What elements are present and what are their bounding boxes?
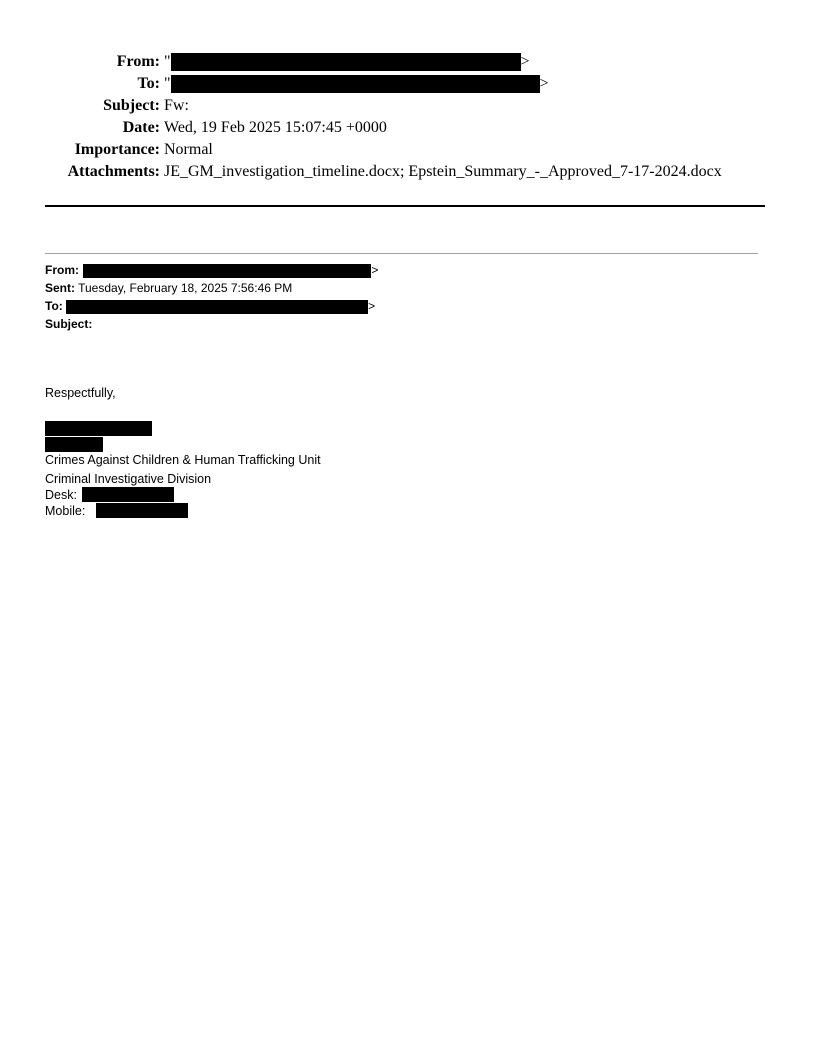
header-to-label: To:: [137, 75, 160, 92]
signature-mobile-label: Mobile:: [45, 504, 86, 518]
header-from-label: From:: [116, 53, 160, 70]
forwarded-subject-label: Subject:: [45, 317, 93, 331]
header-attachments-label: Attachments:: [67, 163, 160, 180]
signature-division: Criminal Investigative Division: [45, 472, 212, 486]
forwarded-to-row: To: >: [45, 299, 376, 313]
redaction-block: [82, 487, 174, 502]
header-subject-value: Fw:: [164, 97, 189, 114]
header-importance-label: Importance:: [74, 141, 160, 158]
header-importance-value: Normal: [164, 141, 213, 158]
header-divider: [45, 205, 765, 207]
redaction-block: [83, 264, 371, 278]
redaction-block: [45, 437, 103, 452]
forward-divider: [45, 253, 758, 254]
redaction-block: [171, 53, 521, 71]
header-subject-label: Subject:: [103, 97, 160, 114]
closing-text: Respectfully,: [45, 386, 116, 400]
forwarded-sent-row: [45, 280, 292, 296]
forwarded-to-label: To:: [45, 299, 63, 313]
signature-unit: Crimes Against Children & Human Trafficking Unit: [45, 453, 321, 467]
redaction-block: [66, 300, 368, 314]
forwarded-sent-label: Sent:: [45, 281, 75, 295]
signature-desk-label: Desk:: [45, 488, 77, 502]
redaction-block: [171, 75, 540, 93]
redaction-block: [96, 503, 188, 518]
header-to-value: " >: [164, 75, 549, 92]
forwarded-subject-row: [45, 316, 92, 332]
header-date-label: Date:: [122, 119, 160, 136]
redaction-block: [45, 421, 152, 436]
header-date-value: Wed, 19 Feb 2025 15:07:45 +0000: [164, 119, 387, 136]
header-attachments-value: JE_GM_investigation_timeline.docx; Epstein_Summary_-_Approved_7-17-2024.docx: [164, 163, 722, 180]
forwarded-sent-value: Tuesday, February 18, 2025 7:56:46 PM: [78, 281, 293, 295]
forwarded-from-label: From:: [45, 263, 79, 277]
header-from-value: " >: [164, 53, 530, 70]
forwarded-from-row: From: >: [45, 263, 379, 277]
